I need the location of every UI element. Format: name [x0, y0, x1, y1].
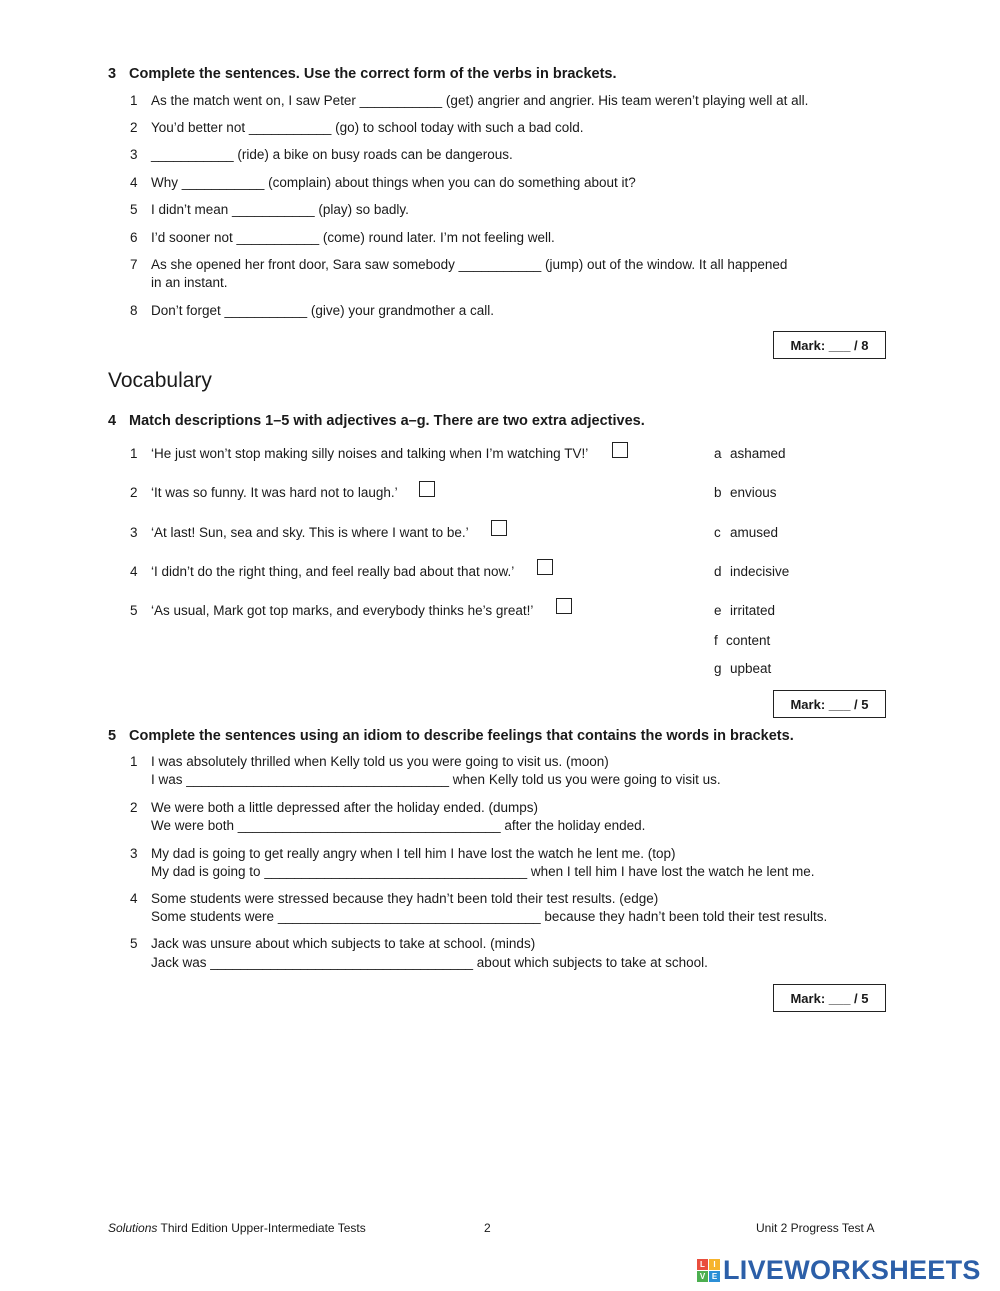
s5-item-1-line1: I was absolutely thrilled when Kelly told us you were going to visit us. (moon)	[151, 754, 609, 769]
section-4-mark-box: Mark: ___ / 5	[773, 690, 886, 718]
s3-item-5-num: 5	[130, 202, 138, 217]
s3-item-8-num: 8	[130, 303, 138, 318]
s3-item-3-text: ___________ (ride) a bike on busy roads can be dangerous.	[151, 147, 513, 162]
s4-option-e-word: irritated	[730, 603, 776, 618]
section-3-mark-box: Mark: ___ / 8	[773, 331, 886, 359]
s3-item-5-text: I didn’t mean ___________ (play) so badly.	[151, 202, 409, 217]
s4-item-2-checkbox[interactable]	[419, 481, 435, 497]
s3-item-1-num: 1	[130, 93, 138, 108]
s3-item-7-num: 7	[130, 257, 138, 272]
footer-test-name: Unit 2 Progress Test A	[756, 1221, 875, 1235]
s3-item-2-text: You’d better not ___________ (go) to school today with such a bad cold.	[151, 120, 584, 135]
s3-item-4-num: 4	[130, 175, 138, 190]
logo-block-i: I	[709, 1259, 720, 1270]
s4-option-d-letter: d	[714, 564, 722, 579]
s4-option-e-letter: e	[714, 603, 722, 618]
s5-item-1-line2: I was ___________________________________ when Kelly told us you were going to visit us.	[151, 772, 721, 787]
s4-item-4-checkbox[interactable]	[537, 559, 553, 575]
s3-item-3-num: 3	[130, 147, 138, 162]
s4-item-1-num: 1	[130, 446, 138, 461]
s5-item-3-num: 3	[130, 846, 138, 861]
s4-option-a-letter: a	[714, 446, 722, 461]
s5-item-2-line1: We were both a little depressed after the holiday ended. (dumps)	[151, 800, 538, 815]
s4-option-a-word: ashamed	[730, 446, 786, 461]
s5-item-3-line2: My dad is going to ___________________________________ when I tell him I have lost the watch he lent me.	[151, 864, 815, 879]
s5-item-1-num: 1	[130, 754, 138, 769]
logo-block-l: L	[697, 1259, 708, 1270]
s4-item-3-checkbox[interactable]	[491, 520, 507, 536]
section-4-heading: Match descriptions 1–5 with adjectives a–g. There are two extra adjectives.	[129, 413, 645, 429]
section-5-heading: Complete the sentences using an idiom to describe feelings that contains the words in brackets.	[129, 728, 794, 744]
section-3-number: 3	[108, 66, 117, 82]
s4-option-g-word: upbeat	[730, 661, 772, 676]
footer-book-italic: Solutions	[108, 1221, 158, 1235]
s5-item-4-line2: Some students were ___________________________________ because they hadn’t been told their test results.	[151, 909, 828, 924]
s5-item-2-num: 2	[130, 800, 138, 815]
logo-block-v: V	[697, 1271, 708, 1282]
s4-option-f-word: content	[726, 633, 771, 648]
section-5-number: 5	[108, 728, 117, 744]
s3-item-6-num: 6	[130, 230, 138, 245]
s5-item-2-line2: We were both ___________________________________ after the holiday ended.	[151, 818, 646, 833]
s3-item-7-text-cont: in an instant.	[151, 275, 228, 290]
section-5-mark-box: Mark: ___ / 5	[773, 984, 886, 1012]
s4-item-4-text: ‘I didn’t do the right thing, and feel really bad about that now.’	[151, 564, 515, 579]
logo-block-e: E	[709, 1271, 720, 1282]
s3-item-1-text: As the match went on, I saw Peter ___________ (get) angrier and angrier. His team weren’t playing well at all.	[151, 93, 809, 108]
s3-item-7-text: As she opened her front door, Sara saw somebody ___________ (jump) out of the window. It all happened	[151, 257, 788, 272]
s3-item-4-text: Why ___________ (complain) about things when you can do something about it?	[151, 175, 636, 190]
s4-item-5-checkbox[interactable]	[556, 598, 572, 614]
footer-page-number: 2	[484, 1221, 491, 1235]
footer-book-title	[108, 1221, 366, 1235]
s5-item-5-line1: Jack was unsure about which subjects to take at school. (minds)	[151, 936, 536, 951]
section-4-number: 4	[108, 413, 117, 429]
s4-item-1-text: ‘He just won’t stop making silly noises and talking when I’m watching TV!’	[151, 446, 589, 461]
s4-option-b-letter: b	[714, 485, 722, 500]
s4-option-g-letter: g	[714, 661, 722, 676]
s5-item-4-num: 4	[130, 891, 138, 906]
s4-option-d-word: indecisive	[730, 564, 790, 579]
s5-item-5-num: 5	[130, 936, 138, 951]
s4-option-c-word: amused	[730, 525, 779, 540]
liveworksheets-logo-text: LIVEWORKSHEETS	[723, 1254, 981, 1285]
s3-item-6-text: I’d sooner not ___________ (come) round later. I’m not feeling well.	[151, 230, 555, 245]
s4-item-4-num: 4	[130, 564, 138, 579]
liveworksheets-logo[interactable]	[697, 1254, 981, 1286]
s3-item-2-num: 2	[130, 120, 138, 135]
s4-option-f-letter: f	[714, 633, 718, 648]
s4-option-c-letter: c	[714, 525, 721, 540]
s4-item-2-num: 2	[130, 485, 138, 500]
s4-item-5-num: 5	[130, 603, 138, 618]
s4-option-b-word: envious	[730, 485, 777, 500]
liveworksheets-logo-icon	[697, 1259, 720, 1282]
s3-item-8-text: Don’t forget ___________ (give) your grandmother a call.	[151, 303, 494, 318]
footer-book-rest: Third Edition Upper-Intermediate Tests	[157, 1221, 366, 1235]
vocabulary-title: Vocabulary	[108, 369, 212, 392]
s5-item-4-line1: Some students were stressed because they hadn’t been told their test results. (edge)	[151, 891, 659, 906]
s4-item-3-text: ‘At last! Sun, sea and sky. This is where I want to be.’	[151, 525, 469, 540]
s4-item-2-text: ‘It was so funny. It was hard not to laugh.’	[151, 485, 398, 500]
s5-item-5-line2: Jack was ___________________________________ about which subjects to take at school.	[151, 955, 708, 970]
section-3-heading: Complete the sentences. Use the correct form of the verbs in brackets.	[129, 66, 617, 82]
s4-item-1-checkbox[interactable]	[612, 442, 628, 458]
s4-item-3-num: 3	[130, 525, 138, 540]
s5-item-3-line1: My dad is going to get really angry when I tell him I have lost the watch he lent me. (top)	[151, 846, 676, 861]
s4-item-5-text: ‘As usual, Mark got top marks, and everybody thinks he’s great!’	[151, 603, 534, 618]
